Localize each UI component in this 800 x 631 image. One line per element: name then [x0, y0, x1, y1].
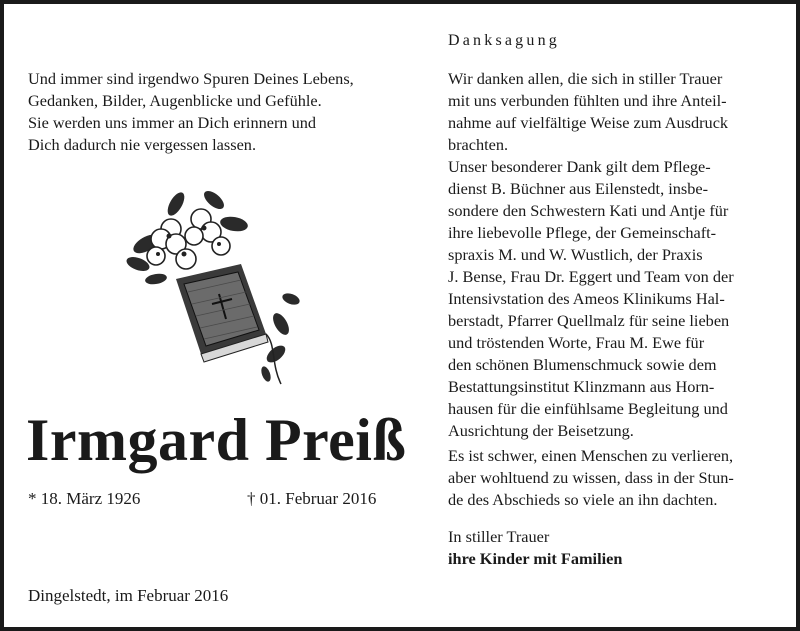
- thanks-line: Ausrichtung der Beisetzung.: [448, 421, 634, 440]
- death-date: † 01. Februar 2016: [247, 489, 377, 508]
- thanks-line: Unser besonderer Dank gilt dem Pflege-: [448, 157, 711, 176]
- thanks-line: J. Bense, Frau Dr. Eggert und Team von der: [448, 267, 734, 286]
- thanks-line: mit uns verbunden fühlten und ihre Anteil-: [448, 91, 727, 110]
- poem-line: Gedanken, Bilder, Augenblicke und Gefühle.: [28, 91, 322, 110]
- thanks-line: berstadt, Pfarrer Quellmalz für seine lieben: [448, 311, 730, 330]
- thanks-line: ihre liebevolle Pflege, der Gemeinschaft-: [448, 223, 717, 242]
- thanks-paragraph: [448, 68, 782, 442]
- thanks-heading: Danksagung: [448, 32, 560, 49]
- closing-paragraph: [448, 445, 782, 511]
- closing-line: de des Abschieds so viele an ihn dachten.: [448, 490, 718, 509]
- signature-family: ihre Kinder mit Familien: [448, 549, 623, 568]
- thanks-line: Wir danken allen, die sich in stiller Trauer: [448, 69, 723, 88]
- thanks-line: hausen für die einfühlsame Begleitung und: [448, 399, 728, 418]
- flowers-on-book-icon: [116, 184, 306, 394]
- thanks-line: und tröstenden Worte, Frau M. Ewe für: [448, 333, 705, 352]
- poem-line: Und immer sind irgendwo Spuren Deines Lebens,: [28, 69, 354, 88]
- place-and-date: Dingelstedt, im Februar 2016: [28, 586, 229, 605]
- thanks-line: Bestattungsinstitut Klinzmann aus Horn-: [448, 377, 715, 396]
- poem-line: Dich dadurch nie vergessen lassen.: [28, 135, 257, 154]
- closing-line: Es ist schwer, einen Menschen zu verlieren,: [448, 446, 734, 465]
- signature-intro: In stiller Trauer: [448, 527, 550, 546]
- thanks-line: nahme auf vielfältige Weise zum Ausdruck: [448, 113, 729, 132]
- thanks-line: den schönen Blumenschmuck sowie dem: [448, 355, 717, 374]
- thanks-line: Intensivstation des Ameos Klinikums Hal-: [448, 289, 725, 308]
- closing-line: aber wohltuend zu wissen, dass in der Stun-: [448, 468, 734, 487]
- thanks-line: sondere den Schwestern Kati und Antje für: [448, 201, 729, 220]
- memorial-poem: [28, 68, 418, 156]
- poem-line: Sie werden uns immer an Dich erinnern und: [28, 113, 317, 132]
- thanks-line: dienst B. Büchner aus Eilenstedt, insbe-: [448, 179, 708, 198]
- thanks-line: spraxis M. und W. Wustlich, der Praxis: [448, 245, 703, 264]
- deceased-name: Irmgard Preiß: [26, 407, 407, 473]
- birth-date: * 18. März 1926: [28, 489, 141, 508]
- thanks-line: brachten.: [448, 135, 509, 154]
